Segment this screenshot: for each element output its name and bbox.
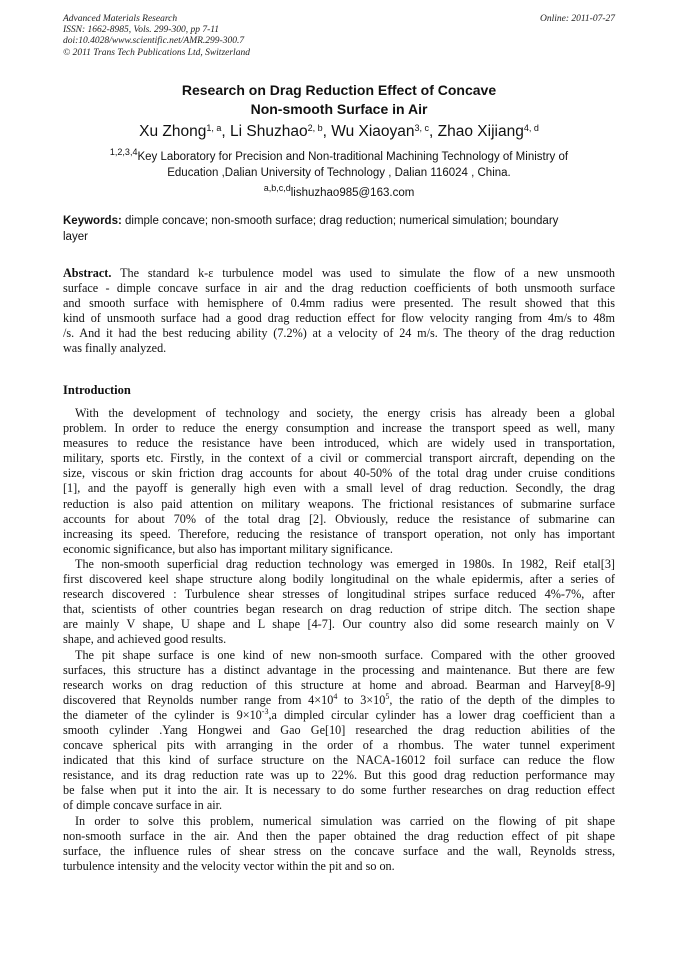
text-run: to 3×10 <box>337 692 386 707</box>
paragraph-line: reduction is also paid attention on military weapons. The frictional resistances of submarine surface <box>63 496 615 511</box>
paragraph-line: The pit shape surface is one kind of new non-smooth surface. Compared with the other grooved <box>75 647 615 662</box>
paper-title-line-2: Non-smooth Surface in Air <box>250 101 428 117</box>
doi-line: doi:10.4028/www.scientific.net/AMR.299-300.7 <box>63 36 245 47</box>
exponent: 5 <box>385 691 390 701</box>
keywords-text-cont: layer <box>63 230 88 243</box>
abstract-line: and smooth surface with hemisphere of 0.4mm radius were presented. The result showed that this <box>63 296 615 311</box>
author-affiliation-mark: 1, a <box>206 123 222 133</box>
abstract-line: was finally analyzed. <box>63 341 167 356</box>
paragraph-line: accounts for about 70% of the total drag [2]. Obviously, reduce the resistance of submarine can <box>63 511 615 526</box>
paragraph-line: are mainly V shape, U shape and L shape [4-7]. Our country also did some research mainly on V <box>63 617 615 632</box>
email-line <box>63 185 615 201</box>
exponent: -3 <box>261 706 269 716</box>
paragraph-line: The non-smooth superficial drag reduction technology was emerged in 1980s. In 1982, Reif etal[3] <box>75 556 615 571</box>
abstract-label: Abstract. <box>63 266 112 280</box>
abstract-line: The standard k-ε turbulence model was used to simulate the flow of a new unsmooth <box>120 266 615 280</box>
paragraph-line: research discovered : Turbulence shear stresses of longitudinal stripes surface reduced 4%-7%, after <box>63 587 615 602</box>
paragraph-line-ratio <box>63 708 615 723</box>
author-name: Li Shuzhao <box>230 123 308 140</box>
author-list: Xu Zhong$^{1, a}$, Li Shuzhao$^{2, b}$, Wu Xiaoyan$^{3, c}$, Zhao Xijiang$^{4, d}$ <box>139 123 539 140</box>
paragraph-line: research works on drag reduction of this structure at home and abroad. Bearman and Harvey[8-9] <box>63 677 615 692</box>
author-affiliation-mark: 3, c <box>414 123 430 133</box>
paragraph-line: economic significance, but also has important military significance. <box>63 541 393 556</box>
affiliation-text: Key Laboratory for Precision and Non-traditional Machining Technology of Ministry of <box>137 151 569 163</box>
journal-name: Advanced Materials Research <box>63 14 178 24</box>
paragraph-line: smooth cylinder .Yang Hongwei and Gao Ge[10] researched the drag reduction abilities of the <box>63 722 615 737</box>
text-run: , the ratio of the depth of the dimples to <box>389 692 615 707</box>
paragraph-line: turbulence intensity and the velocity vector within the pit and so on. <box>63 858 395 873</box>
paragraph-line: non-smooth surface in the air. And then the paper obtained the drag reduction effect of pit shape <box>63 828 615 843</box>
affiliation-line-1 <box>63 149 615 165</box>
author-name: Wu Xiaoyan <box>331 123 415 140</box>
keywords-text: dimple concave; non-smooth surface; drag reduction; numerical simulation; boundary <box>125 215 559 227</box>
paragraph-line: resistance, and its drag reduction rate was up to 22%. But this good drag reduction performance may <box>63 768 615 783</box>
author-name: Xu Zhong <box>139 123 207 140</box>
paragraph-line: indicated that this kind of surface structure on the NACA-16012 foil surface can reduce the flow <box>63 753 615 768</box>
author-affiliation-mark: 2, b <box>307 123 323 133</box>
text-run: the diameter of the cylinder is 9×10 <box>63 707 262 722</box>
paragraph-line: concave spherical pits with arranging in the order of a rhombus. The water tunnel experiment <box>63 738 615 753</box>
email-mark: a,b,c,d <box>263 183 291 193</box>
paragraph-line: first discovered keel shape structure along bodily longitudinal on the whale epidermis, after a series of <box>63 572 615 587</box>
keywords-label: Keywords: <box>63 215 122 227</box>
section-heading-introduction: Introduction <box>63 383 131 397</box>
abstract <box>63 266 615 357</box>
affiliation-mark: 1,2,3,4 <box>109 147 138 157</box>
paragraph-line-reynolds <box>63 693 615 708</box>
author-affiliation-mark: 4, d <box>523 123 539 133</box>
paper-title-line-1: Research on Drag Reduction Effect of Concave <box>181 82 497 98</box>
author-name: Zhao Xijiang <box>437 123 524 140</box>
keywords <box>63 214 615 245</box>
email-address: lishuzhao985@163.com <box>290 187 415 199</box>
copyright-line: © 2011 Trans Tech Publications Ltd, Switzerland <box>63 47 250 58</box>
paragraph-line: size, viscous or skin friction drag accounts for about 40-50% of the total drag under cruise conditions <box>63 466 615 481</box>
text-run: ,a dimpled circular cylinder has a lower drag coefficient than a <box>268 707 615 722</box>
paragraph-line: In order to solve this problem, numerical simulation was carried on the flowing of pit shape <box>75 813 615 828</box>
paragraph-line: that, scientists of other countries began research on drag reduction of stripe ditch. The section shape <box>63 602 615 617</box>
paragraph-line: shape, and achieved good results. <box>63 632 227 647</box>
paragraph-line: measures to reduce the resistance have been introduced, which are widely used in transportation, <box>63 436 615 451</box>
paragraph-line: of dimple concave surface in air. <box>63 798 223 813</box>
online-date: Online: 2011-07-27 <box>539 14 615 24</box>
paragraph-line: [1], and the payoff is generally high even with a small level of drag reduction. Secondly, the drag <box>63 481 615 496</box>
paragraph-line: increasing its speed. Therefore, reducing the resistance of transport operation, not only has important <box>63 526 615 541</box>
paragraph-line: With the development of technology and society, the energy crisis has already been a global <box>75 406 615 420</box>
exponent: 4 <box>333 691 338 701</box>
text-run: discovered that Reynolds number range from 4×10 <box>63 692 334 707</box>
paragraph-line: surfaces, this structure has a distinct advantage in the processing and maintenance. But there are few <box>63 662 615 677</box>
abstract-line: surface - dimple concave surface in air and the drag reduction coefficients of both unsmooth surface <box>63 281 615 296</box>
paragraph-line: military, sports etc. Firstly, in the context of a civil or commercial transport aircraft, depending on the <box>63 451 615 466</box>
introduction-body <box>63 406 615 874</box>
affiliation-line-2: Education ,Dalian University of Technology , Dalian 116024 , China. <box>167 167 511 179</box>
abstract-line: kind of unsmooth surface had a good drag reduction effect for flow velocity ranging from 4m/s to 48m <box>63 311 615 326</box>
paragraph-line: surface, the influence rules of shear stress on the concave surface and the wall, Reynolds stress, <box>63 843 615 858</box>
journal-header <box>63 14 615 59</box>
abstract-line: /s. And it had the best reducing ability (7.2%) at a velocity of 24 m/s. The theory of the drag reduction <box>63 326 615 341</box>
paragraph-line: be false when put it into the air. It is necessary to do some further researches on drag reduction effect <box>63 783 615 798</box>
issn-line: ISSN: 1662-8985, Vols. 299-300, pp 7-11 <box>63 25 220 36</box>
paragraph-line: problem. In order to reduce the energy consumption and increase the transport speed as well, many <box>63 421 615 436</box>
